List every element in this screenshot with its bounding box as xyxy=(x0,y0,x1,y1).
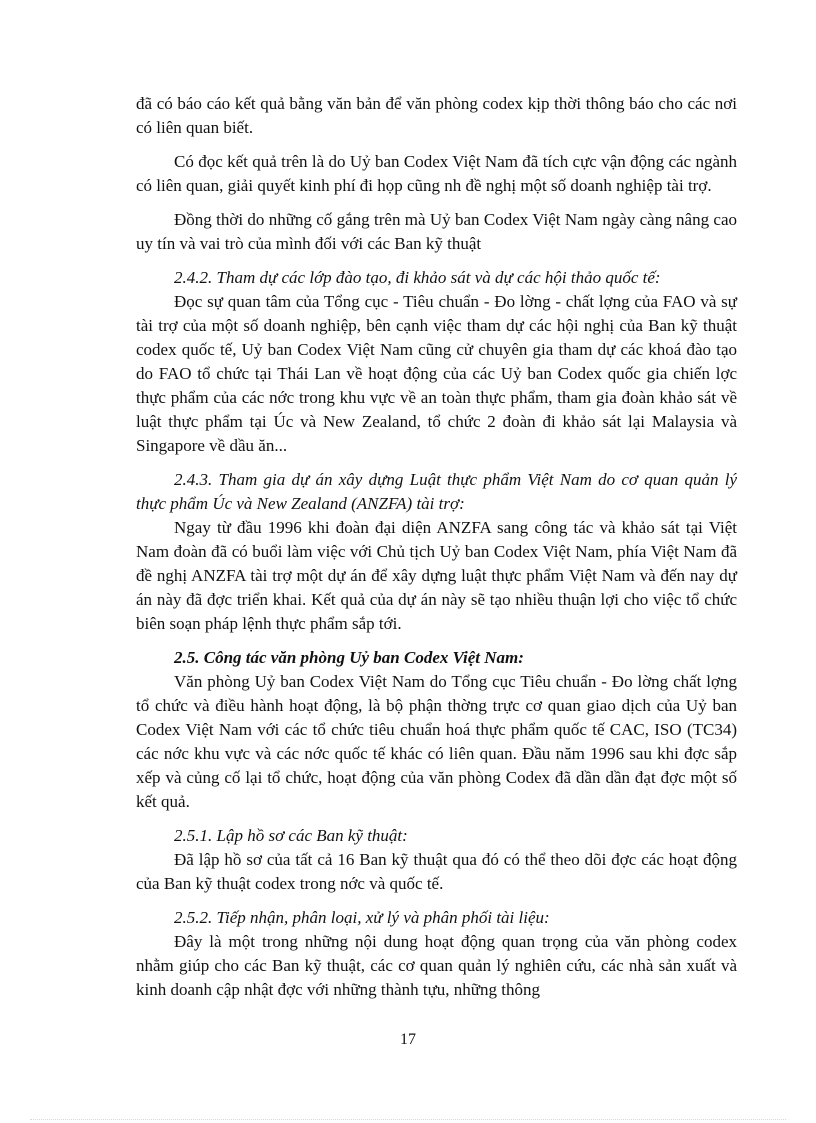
page-bottom-divider xyxy=(30,1119,786,1120)
heading-2-4-3: 2.4.3. Tham gia dự án xây dựng Luật thực phẩm Việt Nam do cơ quan quản lý thực phẩm Úc và New Zealand (ANZFA) tài trợ: xyxy=(136,470,737,513)
paragraph-report-continuation: đã có báo cáo kết quả bằng văn bản để văn phòng codex kịp thời thông báo cho các nơi có liên quan biết. xyxy=(136,94,737,137)
paragraph-codex-office: Văn phòng Uỷ ban Codex Việt Nam do Tổng cục Tiêu chuẩn - Đo lờng chất lợng tổ chức và điều hành hoạt động, là bộ phận thờng trực cơ quan giao dịch của Uỷ ban Codex Việt Nam với các tổ chức tiêu chuẩn hoá thực phẩm quốc tế CAC, ISO (TC34) các nớc khu vực và các nớc quốc tế khác có liên quan. Đầu năm 1996 sau khi đợc sắp xếp và củng cố lại tổ chức, hoạt động của văn phòng Codex đã dần dần đạt đợc một số kết quả. xyxy=(136,672,737,811)
paragraph-food-law-project: Ngay từ đầu 1996 khi đoàn đại diện ANZFA sang công tác và khảo sát tại Việt Nam đoàn đã có buổi làm việc với Chủ tịch Uỷ ban Codex Việt Nam, phía Việt Nam đã đề nghị ANZFA tài trợ một dự án để xây dựng luật thực phẩm Việt Nam và đến nay dự án này đã đợc triển khai. Kết quả của dự án này sẽ tạo nhiều thuận lợi cho việc tổ chức biên soạn pháp lệnh thực phẩm sắp tới. xyxy=(136,518,737,633)
heading-2-5-2: 2.5.2. Tiếp nhận, phân loại, xử lý và phân phối tài liệu: xyxy=(174,908,550,927)
heading-2-5-1: 2.5.1. Lập hồ sơ các Ban kỹ thuật: xyxy=(174,826,408,845)
paragraph-training-surveys: Đọc sự quan tâm của Tổng cục - Tiêu chuẩn - Đo lờng - chất lợng của FAO và sự tài trợ của một số doanh nghiệp, bên cạnh việc tham dự các hội nghị của Ban kỹ thuật codex quốc tế, Uỷ ban Codex Việt Nam cũng cử chuyên gia tham dự các khoá đào tạo do FAO tổ chức tại Thái Lan về hoạt động của các Uỷ ban Codex quốc gia chiến lợc thực phẩm của các nớc trong khu vực về an toàn thực phẩm, tham gia đoàn khảo sát về luật thực phẩm tại Úc và New Zealand, tổ chức 2 đoàn đi khảo sát lại Malaysia và Singapore về dầu ăn... xyxy=(136,292,737,455)
heading-2-5: 2.5. Công tác văn phòng Uỷ ban Codex Việt Nam: xyxy=(174,648,524,667)
paragraph-document-handling: Đây là một trong những nội dung hoạt động quan trọng của văn phòng codex nhằm giúp cho các Ban kỹ thuật, các cơ quan quản lý nghiên cứu, các nhà sản xuất và kinh doanh cập nhật đợc với những thành tựu, những thông xyxy=(136,932,737,999)
paragraph-technical-records: Đã lập hồ sơ của tất cả 16 Ban kỹ thuật qua đó có thể theo dõi đợc các hoạt động của Ban kỹ thuật codex trong nớc và quốc tế. xyxy=(136,850,737,893)
page-number: 17 xyxy=(400,1031,416,1048)
document-page xyxy=(136,92,737,1002)
paragraph-results-reason: Có đọc kết quả trên là do Uỷ ban Codex Việt Nam đã tích cực vận động các ngành có liên quan, giải quyết kinh phí đi họp cũng nh đề nghị một số doanh nghiệp tài trợ. xyxy=(136,152,737,195)
paragraph-reputation: Đồng thời do những cố gắng trên mà Uỷ ban Codex Việt Nam ngày càng nâng cao uy tín và vai trò của mình đối với các Ban kỹ thuật xyxy=(136,210,737,253)
heading-2-4-2: 2.4.2. Tham dự các lớp đào tạo, đi khảo sát và dự các hội thảo quốc tế: xyxy=(174,268,661,287)
